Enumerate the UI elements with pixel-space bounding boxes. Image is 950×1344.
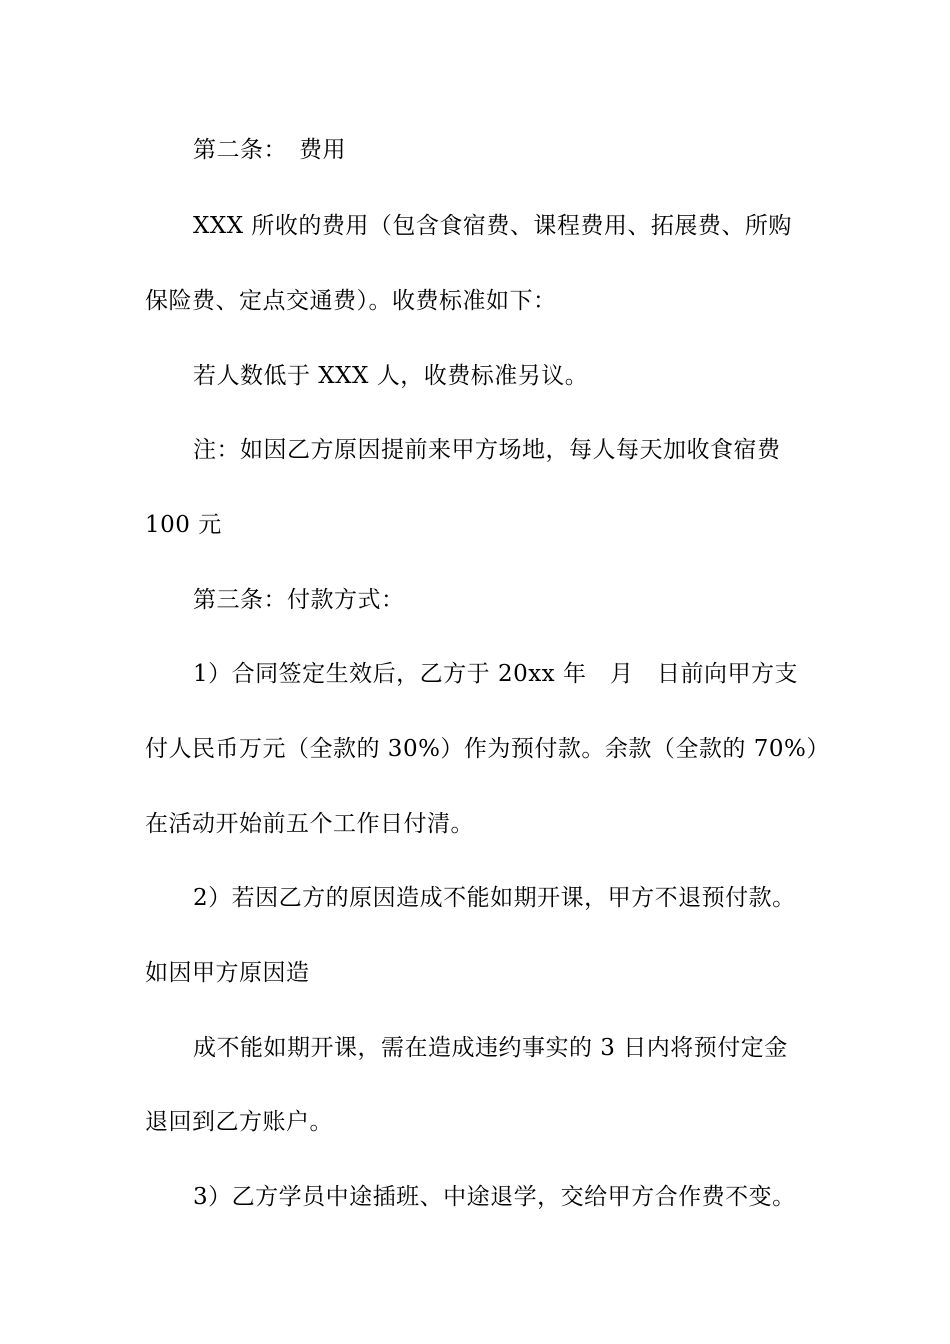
paragraph-line: 注：如因乙方原因提前来甲方场地，每人每天加收食宿费 (193, 437, 781, 463)
paragraph-line: XXX 所收的费用（包含食宿费、课程费用、拓展费、所购 (193, 213, 792, 239)
paragraph-line: 在活动开始前五个工作日付清。 (145, 811, 474, 837)
paragraph-line: 退回到乙方账户。 (145, 1109, 333, 1135)
paragraph-line: 2）若因乙方的原因造成不能如期开课，甲方不退预付款。 (193, 885, 796, 911)
paragraph-line: 成不能如期开课，需在造成违约事实的 3 日内将预付定金 (193, 1035, 788, 1061)
paragraph-line: 如因甲方原因造 (145, 960, 310, 986)
section-heading-fees: 第二条： 费用 (193, 137, 346, 163)
paragraph-line: 若人数低于 XXX 人，收费标准另议。 (193, 363, 589, 389)
section-heading-payment: 第三条：付款方式： (193, 587, 405, 613)
paragraph-line: 保险费、定点交通费）。收费标准如下： (145, 288, 557, 314)
paragraph-line: 1）合同签定生效后，乙方于 20xx 年 月 日前向甲方支 (193, 661, 798, 687)
paragraph-line: 100 元 (145, 512, 222, 538)
paragraph-line: 付人民币万元（全款的 30%）作为预付款。余款（全款的 70%） (145, 736, 830, 762)
paragraph-line: 3）乙方学员中途插班、中途退学，交给甲方合作费不变。 (193, 1184, 796, 1210)
